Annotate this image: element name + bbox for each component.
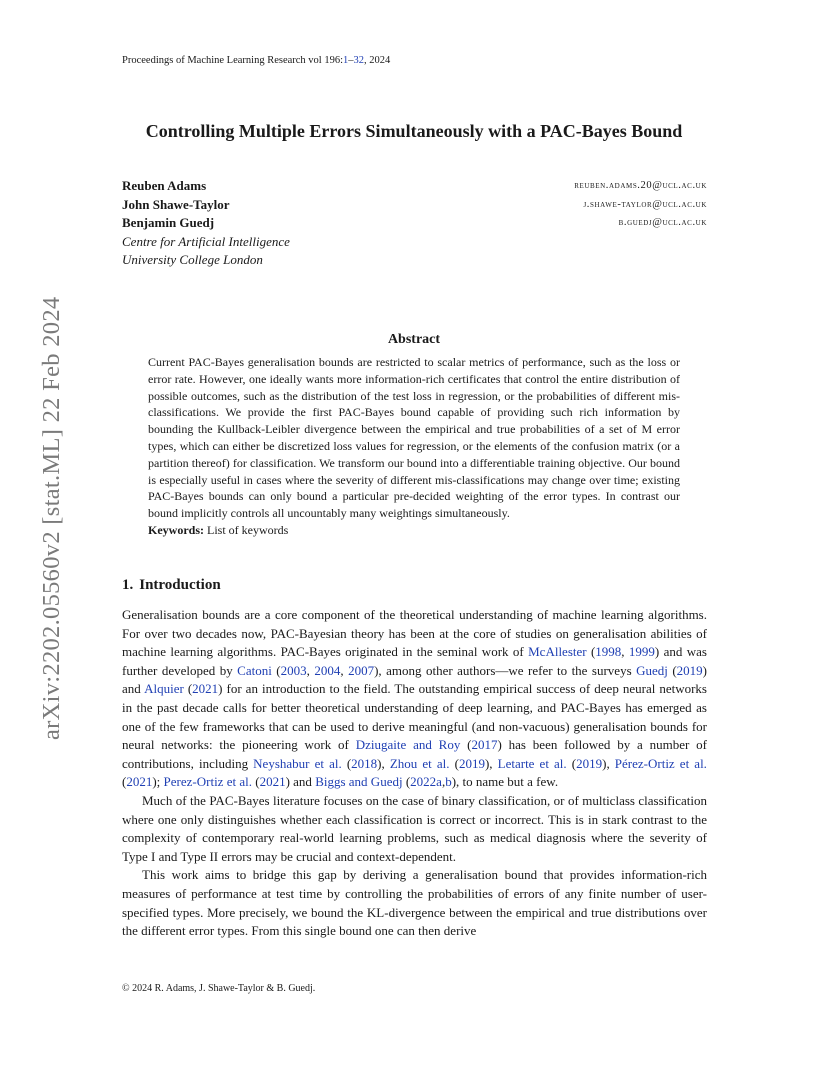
page-start-link[interactable]: 1 <box>343 55 349 66</box>
citation-link[interactable]: 2007 <box>348 662 375 678</box>
arxiv-stamp <box>38 290 78 740</box>
citation-link[interactable]: Letarte et al. <box>497 755 567 771</box>
citation-link[interactable]: Neyshabur et al. <box>253 755 342 771</box>
section-title: Introduction <box>139 577 221 593</box>
page-end-link[interactable]: 32 <box>353 55 365 66</box>
keywords-value: List of keywords <box>207 522 289 537</box>
citation-link[interactable]: 2021 <box>259 774 286 790</box>
abstract-heading: Abstract <box>387 332 441 347</box>
citation-link[interactable]: Perez-Ortiz et al. <box>163 774 252 790</box>
citation-link[interactable]: Guedj <box>636 662 668 678</box>
citation-link[interactable]: 2018 <box>351 755 378 771</box>
page-dash: – <box>348 55 354 66</box>
section-heading <box>122 577 221 594</box>
author-email: reuben.adams.20@ucl.ac.uk <box>574 180 707 191</box>
author-name: Reuben Adams <box>122 178 207 193</box>
paragraph-text: ( <box>667 662 677 678</box>
author-block <box>122 177 707 270</box>
paragraph-text: , <box>441 774 446 790</box>
paragraph-text: ); <box>152 774 164 790</box>
citation-link[interactable]: b <box>445 774 452 790</box>
intro-paragraph-3: This work aims to bridge this gap by deriving a generalisation bound that provides information-rich measures of performance at test time by controlling the probabilities of errors of any finite number of user-specified types. More precisely, we bound the KL-divergence between the empirical and true distributions over the different error types. From this single bound one can then derive <box>122 867 707 939</box>
paragraph-text: ), <box>377 755 390 771</box>
copyright-footer: © 2024 R. Adams, J. Shawe-Taylor & B. Guedj. <box>122 983 316 994</box>
arxiv-stamp-text: arXiv:2202.05560v2 [stat.ML] 22 Feb 2024 <box>38 296 65 740</box>
paragraph-text: ( <box>402 774 411 790</box>
author-email: b.guedj@ucl.ac.uk <box>618 217 707 228</box>
section-number: 1. <box>122 577 134 593</box>
paragraph-text: ( <box>341 755 352 771</box>
author-name: Benjamin Guedj <box>122 215 215 230</box>
paragraph-text: ) for an introduction to the field. The outstanding empirical success of deep neural networks in the past decade calls for better theoretical understanding of deep learning, and PAC-Bayes has emerged as one of the few frameworks that can be used to derive meaningful (and non-vacuous) generalisation bounds for neural networks: the pioneering work of <box>122 681 707 753</box>
keywords-label: Keywords: <box>148 522 204 537</box>
paragraph-text: ) and was further developed by <box>122 644 707 678</box>
citation-link[interactable]: Dziugaite and Roy <box>355 737 461 753</box>
paragraph-text: ), to name but a few. <box>451 774 559 790</box>
paragraph-text: , <box>621 644 629 660</box>
author-row <box>122 177 707 196</box>
citation-link[interactable]: 2003 <box>280 662 307 678</box>
affiliation-line: Centre for Artificial Intelligence <box>122 233 290 249</box>
abstract-body <box>148 354 680 539</box>
paragraph-text: ( <box>271 662 281 678</box>
citation-link[interactable]: McAllester <box>528 644 587 660</box>
running-header <box>122 55 390 66</box>
citation-link[interactable]: 2019 <box>576 755 603 771</box>
citation-link[interactable]: 2021 <box>126 774 153 790</box>
journal-year: , 2024 <box>364 55 391 66</box>
paragraph-text: ( <box>460 737 472 753</box>
intro-body <box>122 606 707 941</box>
paragraph-text: ) and <box>285 774 316 790</box>
paragraph-text: ( <box>122 774 127 790</box>
paragraph-text: ( <box>586 644 596 660</box>
paragraph-text: ( <box>449 755 459 771</box>
keywords-line <box>148 522 680 539</box>
author-row <box>122 196 707 215</box>
citation-link[interactable]: Alquier <box>144 681 184 697</box>
author-row <box>122 214 707 233</box>
citation-link[interactable]: Catoni <box>237 662 272 678</box>
author-name: John Shawe-Taylor <box>122 196 230 212</box>
paper-title: Controlling Multiple Errors Simultaneously with a PAC-Bayes Bound <box>145 121 683 141</box>
paragraph-text: ) and <box>122 662 708 697</box>
paragraph-text: ), <box>602 755 615 771</box>
journal-name: Proceedings of Machine Learning Research vol 196: <box>122 55 344 66</box>
paragraph-text: , <box>306 662 315 678</box>
paragraph-text: Generalisation bounds are a core component of the theoretical understanding of machine learning algorithms. For over two decades now, PAC-Bayesian theory has been at the core of studies on generalisation abilities of machine learning algorithms. PAC-Bayes originated in the seminal work of <box>122 607 707 660</box>
citation-link[interactable]: 2017 <box>471 737 498 753</box>
citation-link[interactable]: Biggs and Guedj <box>315 774 403 790</box>
paragraph-text: ), among other authors—we refer to the surveys <box>374 662 637 678</box>
citation-link[interactable]: 1998 <box>595 644 622 660</box>
author-email: j.shawe-taylor@ucl.ac.uk <box>583 198 707 210</box>
citation-link[interactable]: 2022a <box>410 774 442 790</box>
paragraph-text: ( <box>183 681 193 697</box>
citation-link[interactable]: 2019 <box>458 755 485 771</box>
intro-paragraph-2: Much of the PAC-Bayes literature focuses on the case of binary classification, or of multiclass classification where one only distinguishes whether each classification is correct or incorrect. This is in stark contrast to the complexity of contemporary real-world learning problems, such as medical diagnosis where the severity of Type I and Type II errors may be crucial and context-dependent. <box>122 792 707 864</box>
paragraph-text: ), <box>484 755 498 771</box>
citation-link[interactable]: 2019 <box>676 662 703 678</box>
affiliation-line: University College London <box>122 252 263 267</box>
citation-link[interactable]: Pérez-Ortiz et al. <box>614 755 707 771</box>
citation-link[interactable]: 2004 <box>314 662 341 678</box>
paragraph-text: , <box>340 662 349 678</box>
citation-link[interactable]: 2021 <box>192 681 219 697</box>
abstract-text: Current PAC-Bayes generalisation bounds are restricted to scalar metrics of performance, such as the loss or error rate. However, one ideally wants more information-rich certificates that control the entire distribution of possible outcomes, such as the distribution of the test loss in regression, or the probabilities of different mis-classifications. We provide the first PAC-Bayes bound capable of providing such rich information by bounding the Kullback-Leibler divergence between the empirical and true probabilities of a set of M error types, which can either be discretized loss values for regression, or the elements of the confusion matrix (or a partition thereof) for classification. We transform our bound into a differentiable training objective. Our bound is especially useful in cases where the severity of different mis-classifications may change over time; existing PAC-Bayes bounds can only bound a particular pre-decided weighting of the error types. In contrast our bound implicitly controls all uncountably many weightings simultaneously. <box>148 355 680 521</box>
citation-link[interactable]: 1999 <box>628 644 655 660</box>
paragraph-text: ( <box>251 774 260 790</box>
intro-paragraph-1 <box>122 606 707 792</box>
paragraph-text: ( <box>566 755 577 771</box>
citation-link[interactable]: Zhou et al. <box>389 755 450 771</box>
paragraph-text: ) has been followed by a number of contributions, including <box>122 737 707 771</box>
